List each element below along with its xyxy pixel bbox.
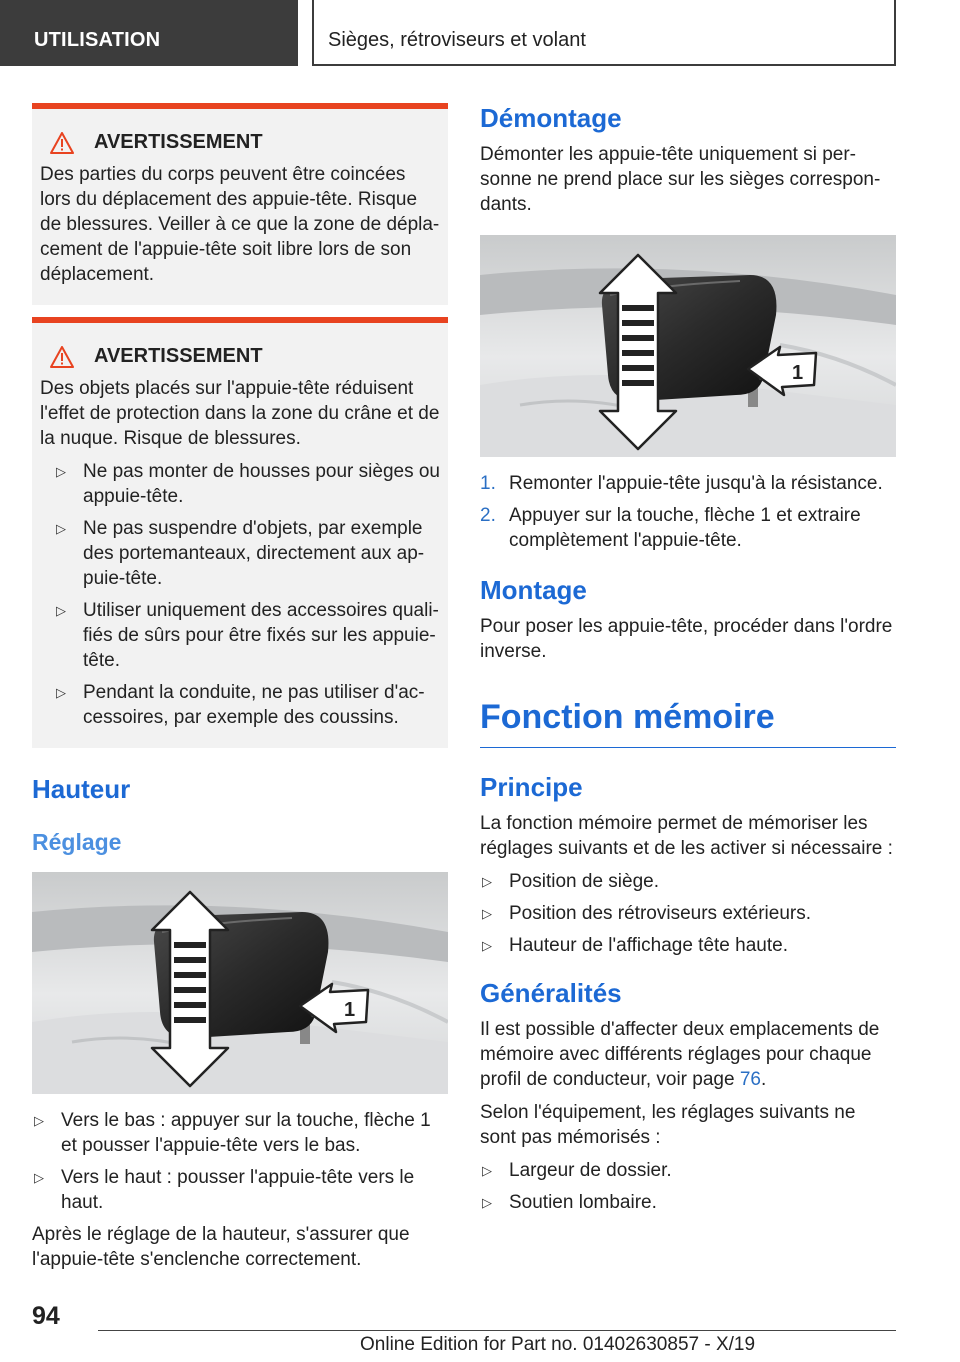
- left-column: [32, 103, 448, 1272]
- hauteur-list: [32, 1108, 448, 1215]
- principe-text: La fonction mémoire permet de mémoriser les réglages suivants et de les activer si nécessaire :: [480, 813, 893, 859]
- step-item: 1. Remonter l'appuie-tête jusqu'à la résistance.: [480, 473, 883, 494]
- generalites-list: [480, 1158, 896, 1215]
- callout-number: 1: [344, 999, 356, 1021]
- warning-triangle-icon: [50, 346, 74, 368]
- warning-text: Des objets placés sur l'appuie-tête réduisent l'effet de protection dans la zone du crâne et de la nuque. Risque de blessures.: [40, 378, 440, 449]
- list-item: ▷ Ne pas monter de housses pour sièges ou appuie-tête.: [56, 461, 440, 507]
- headrest-illustration: [480, 235, 896, 457]
- principe-list: [480, 869, 896, 958]
- footer-edition: Online Edition for Part no. 01402630857 - X/19: [360, 1334, 756, 1355]
- demontage-steps: [480, 471, 896, 553]
- generalites-text: Il est possible d'affecter deux emplacements de mémoire avec différents réglages pour chaque profil de conducteur, voir page 76.: [480, 1019, 880, 1090]
- demontage-text: Démonter les appuie-tête uniquement si per-sonne ne prend place sur les sièges correspon-dants.: [480, 144, 881, 215]
- bullet-triangle-icon: ▷: [56, 521, 66, 536]
- headrest-photo: [480, 235, 896, 457]
- bullet-triangle-icon: ▷: [482, 938, 492, 953]
- chapter-tab: [312, 0, 896, 66]
- page-header: [0, 0, 960, 66]
- headrest-photo: [32, 872, 448, 1094]
- bullet-triangle-icon: ▷: [482, 906, 492, 921]
- bullet-triangle-icon: ▷: [34, 1113, 44, 1128]
- warning-triangle-icon: [50, 132, 74, 154]
- page-number: 94: [32, 1302, 60, 1330]
- warning-title: AVERTISSEMENT: [50, 345, 440, 368]
- list-item: ▷ Utiliser uniquement des accessoires quali-fiés de sûrs pour être fixés sur les appuie-tête.: [56, 600, 439, 671]
- list-item: ▷ Largeur de dossier.: [482, 1160, 672, 1181]
- section-heading-generalites: Généralités: [480, 978, 622, 1008]
- bullet-triangle-icon: ▷: [56, 685, 66, 700]
- warning-box-1: [32, 103, 448, 305]
- bullet-triangle-icon: ▷: [56, 464, 66, 479]
- list-item: ▷ Vers le haut : pousser l'appuie-tête vers le haut.: [34, 1167, 415, 1213]
- chapter-heading-memoire: Fonction mémoire: [480, 698, 896, 748]
- montage-text: Pour poser les appuie-tête, procéder dans l'ordre inverse.: [480, 616, 893, 662]
- list-item: ▷ Vers le bas : appuyer sur la touche, flèche 1 et pousser l'appuie-tête vers le bas.: [34, 1110, 431, 1156]
- list-item: ▷ Position de siège.: [482, 871, 659, 892]
- right-column: [480, 103, 896, 1222]
- generalites-text-2: Selon l'équipement, les réglages suivants ne sont pas mémorisés :: [480, 1102, 856, 1148]
- list-item: ▷ Ne pas suspendre d'objets, par exemple des portemanteaux, directement aux ap-puie-tête.: [56, 518, 425, 589]
- list-item: ▷ Pendant la conduite, ne pas utiliser d'ac-cessoires, par exemple des coussins.: [56, 682, 425, 728]
- page-reference-link[interactable]: 76: [739, 1069, 761, 1090]
- bullet-triangle-icon: ▷: [482, 1195, 492, 1210]
- section-heading-montage: Montage: [480, 575, 587, 605]
- list-item: ▷ Position des rétroviseurs extérieurs.: [482, 903, 812, 924]
- warning-box-2: [32, 317, 448, 748]
- warning-list: [40, 459, 440, 730]
- warning-text: Des parties du corps peuvent être coincées lors du déplacement des appuie-tête. Risque de blessures. Veiller à ce que la zone de dépla-cement de l'appuie-tête soit libre lors de son déplacement.: [40, 164, 440, 285]
- list-item: ▷ Soutien lombaire.: [482, 1192, 657, 1213]
- bullet-triangle-icon: ▷: [482, 1163, 492, 1178]
- bullet-triangle-icon: ▷: [482, 874, 492, 889]
- warning-title: AVERTISSEMENT: [50, 131, 440, 154]
- footer-divider: [98, 1330, 896, 1331]
- bullet-triangle-icon: ▷: [34, 1170, 44, 1185]
- section-tab: [0, 0, 298, 66]
- list-item: ▷ Hauteur de l'affichage tête haute.: [482, 935, 788, 956]
- subheading-reglage: Réglage: [32, 829, 122, 855]
- headrest-illustration: [32, 872, 448, 1094]
- section-heading-principe: Principe: [480, 772, 583, 802]
- section-title: UTILISATION: [34, 29, 161, 51]
- hauteur-after-text: Après le réglage de la hauteur, s'assurer que l'appuie-tête s'enclenche correctement.: [32, 1224, 410, 1270]
- callout-number: 1: [792, 362, 804, 384]
- step-item: 2. Appuyer sur la touche, flèche 1 et extraire complètement l'appuie-tête.: [480, 505, 861, 551]
- chapter-title: Sièges, rétroviseurs et volant: [328, 29, 586, 51]
- bullet-triangle-icon: ▷: [56, 603, 66, 618]
- section-heading-hauteur: Hauteur: [32, 774, 131, 804]
- section-heading-demontage: Démontage: [480, 103, 622, 133]
